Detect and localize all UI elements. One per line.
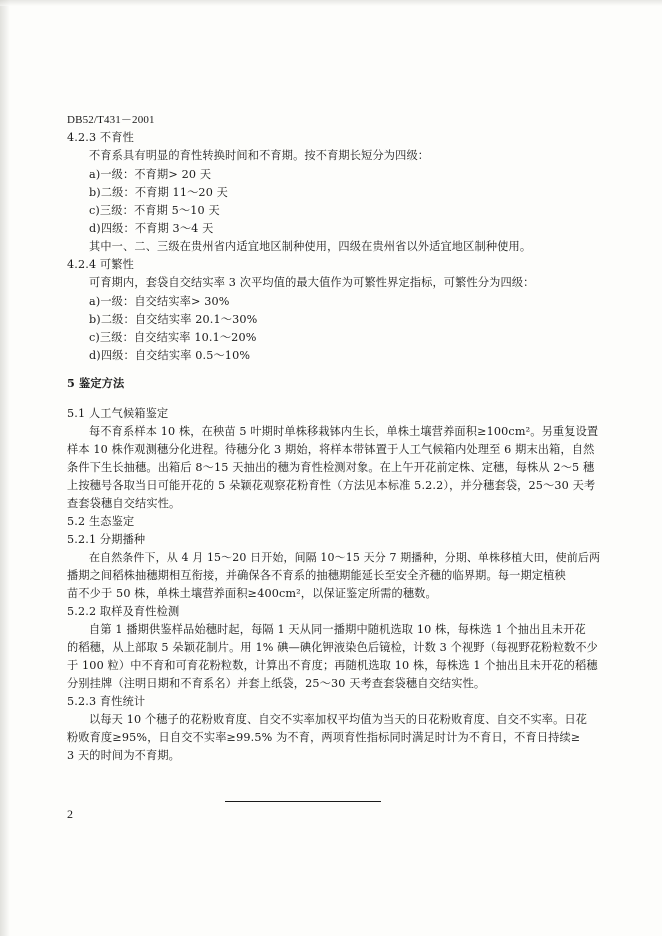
list-item: c)三级：自交结实率 10.1～20% <box>89 331 257 344</box>
section-heading-4-2-3: 4.2.3 不育性 <box>67 131 134 144</box>
page-number: 2 <box>67 807 73 821</box>
paragraph-line: 在自然条件下，从 4 月 15～20 日开始，间隔 10～15 天分 7 期播种，分期、单株移植大田，使前后两 <box>89 551 601 564</box>
paragraph-line: 粉败育度≥95%，日自交不实率≥99.5% 为不育，两项育性指标同时满足时计为不育日，不育日持续≥ <box>67 731 581 744</box>
paragraph-line: 分别挂牌（注明日期和不育系名）并套上纸袋，25～30 天考查套袋穗自交结实性。 <box>67 677 486 690</box>
scan-edge-shadow-top <box>0 0 662 6</box>
list-item: b)二级：自交结实率 20.1～30% <box>89 313 258 326</box>
paragraph-4-2-3-intro: 不育系具有明显的育性转换时间和不育期。按不育期长短分为四级： <box>89 149 430 162</box>
section-heading-5: 5 鉴定方法 <box>67 376 125 390</box>
list-item: a)一级：自交结实率> 30% <box>89 295 230 308</box>
list-item: c)三级：不育期 5～10 天 <box>89 204 220 217</box>
paragraph-line: 于 100 粒）中不育和可育花粉粒数，计算出不育度；再随机选取 10 株，每株选 1 个抽出且未开花的稻穗 <box>67 659 598 672</box>
section-heading-5-2-2: 5.2.2 取样及育性检测 <box>67 605 180 618</box>
standard-code: DB52/T431－2001 <box>67 114 155 126</box>
paragraph-line: 查套袋穗自交结实性。 <box>67 497 181 510</box>
list-item: d)四级：不育期 3～4 天 <box>89 222 214 235</box>
end-rule <box>225 801 381 802</box>
list-item: b)二级：不育期 11～20 天 <box>89 186 229 199</box>
section-heading-5-2: 5.2 生态鉴定 <box>67 515 135 528</box>
paragraph-line: 自第 1 播期供鉴样品始穗时起，每隔 1 天从同一播期中随机选取 10 株，每株选 1 个抽出且未开花 <box>89 623 586 636</box>
paragraph-line: 每不育系样本 10 株，在秧苗 5 叶期时单株移栽钵内生长，单株土壤营养面积≥100cm²。另重复设置 <box>89 425 599 438</box>
paragraph-line: 苗不少于 50 株，单株土壤营养面积≥400cm²，以保证鉴定所需的穗数。 <box>67 587 437 600</box>
paragraph-4-2-3-note: 其中一、二、三级在贵州省内适宜地区制种使用，四级在贵州省以外适宜地区制种使用。 <box>89 240 532 253</box>
paragraph-line: 样本 10 株作观测穗分化进程。待穗分化 3 期始，将样本带钵置于人工气候箱内处理至 6 期末出箱，自然 <box>67 443 595 456</box>
list-item: a)一级：不育期> 20 天 <box>89 168 212 181</box>
paragraph-line: 上按穗号各取当日可能开花的 5 朵颖花观察花粉育性（方法见本标准 5.2.2），并分穗套袋，25～30 天考 <box>67 479 596 492</box>
list-item: d)四级：自交结实率 0.5～10% <box>89 349 251 362</box>
section-heading-5-2-3: 5.2.3 育性统计 <box>67 695 146 708</box>
scan-edge-shadow-left <box>0 0 10 936</box>
paragraph-4-2-4-intro: 可育期内，套袋自交结实率 3 次平均值的最大值作为可繁性界定指标，可繁性分为四级： <box>89 276 535 289</box>
paragraph-line: 3 天的时间为不育期。 <box>67 749 181 762</box>
section-heading-5-1: 5.1 人工气候箱鉴定 <box>67 407 169 420</box>
paragraph-line: 播期之间稻株抽穗期相互衔接，并确保各不育系的抽穗期能延长至安全齐穗的临界期。每一期定植秧 <box>67 569 566 582</box>
section-heading-5-2-1: 5.2.1 分期播种 <box>67 533 146 546</box>
section-heading-4-2-4: 4.2.4 可繁性 <box>67 258 134 271</box>
paragraph-line: 的稻穗，从上部取 5 朵颖花制片。用 1% 碘—碘化钾液染色后镜检，计数 3 个视野（每视野花粉粒数不少 <box>67 641 598 654</box>
paragraph-line: 以每天 10 个穗子的花粉败育度、自交不实率加权平均值为当天的日花粉败育度、自交不实率。日花 <box>89 713 588 726</box>
paragraph-line: 条件下生长抽穗。出箱后 8～15 天抽出的穗为育性检测对象。在上午开花前定株、定穗，每株从 2～5 穗 <box>67 461 595 474</box>
